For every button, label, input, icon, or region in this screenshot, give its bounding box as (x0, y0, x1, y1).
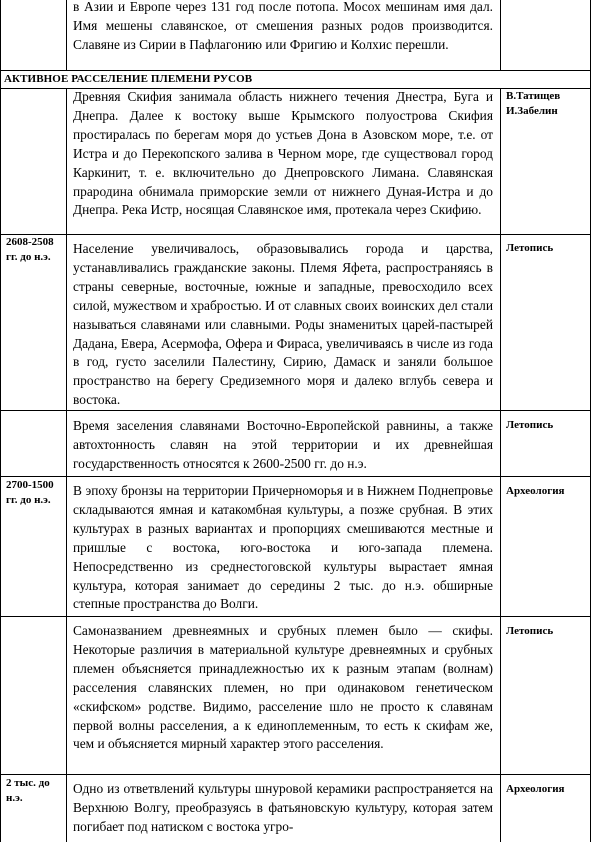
table-row-text: В эпоху бронзы на территории Причерноморья и в Нижнем Поднепровье складываются ямная и катакомбная культуры, а позже срубная. В этих культурах в разных вариантах и пропорциях смешиваются местные и пришлые с востока, юго-востока и юго-запада племена. Непосредственно из среднестоговской культуры вырастает ямная культура, которая занимает до середины 2 тыс. до н.э. обширные степные пространства до Волги. (73, 483, 493, 612)
column-divider-date (66, 88, 67, 842)
table-row-date: 2608-2508 гг. до н.э. (6, 236, 54, 263)
table-row-text: Древняя Скифия занимала область нижнего течения Днестра, Буга и Днепра. Далее к востоку выше Крымского полуострова Скифия простиралась по берегам моря до устьев Дона в Азовском море, т.е. от Истра и до Перекопского залива в Черном море, где существовал город Каркинит, т. е. включительно до Днепровского Лимана. Славянская прародина обнимала приморские земли от нижнего Дуная-Истра и до Днепра. Река Истр, носящая Славянское имя, протекала через Скифию. (73, 89, 493, 218)
column-divider-date (66, 0, 67, 70)
row-divider (0, 234, 591, 235)
row-divider (0, 774, 591, 775)
table-row-text: Население увеличивалось, образовывались города и царства, устанавливались гражданские законы. Племя Яфета, распространяясь в страны северные, восточные, южные и западные, превосходило всех силой, мужеством и храбростью. И от славных своих воинских дел стали называться славянами или славными. Роды знаменитых царей-пастырей Дадана, Евера, Асермофа, Офера и Фираса, увеличиваясь в числе из года в год, густо заселили Палестину, Сирию, Дамаск и заняли большое пространство на берегу Средиземного моря и далеко вглубь севера и востока. (73, 241, 493, 408)
table-row-source: Археология (506, 485, 565, 497)
table-row-text: Самоназванием древнеямных и срубных племен было — скифы. Некоторые различия в материальной культуре древнеямных и срубных племен объясняется принадлежностью их к разным этапам (волнам) расселения славянских племен, но при одинаковом генетическом «скифском» родстве. Видимо, расселение шло не просто к славянам первой волны расселения, а к единоплеменным, то есть к скифам же, чем и объясняется мирный характер этого расселения. (73, 623, 493, 752)
table-row-source: Летопись (506, 419, 554, 431)
table-border-left (0, 0, 1, 842)
row-divider (0, 616, 591, 617)
table-row-date: 2 тыс. до н.э. (6, 777, 50, 804)
table-row-text: в Азии и Европе через 131 год после потопа. Мосох мешинам имя дал. Имя мешены славянское, от смешения разных родов производится. Славяне из Сирии в Пафлагонию или Фригию и Колхис перешли. (73, 0, 493, 52)
table-row-text: Время заселения славянами Восточно-Европейской равнины, а также автохтонность славян на этой территории и их древнейшая государственность относятся к 2600-2500 гг. до н.э. (73, 418, 493, 471)
row-divider (0, 70, 591, 71)
table-row-source: Летопись (506, 242, 554, 254)
column-divider-source (500, 88, 501, 842)
table-row-source: В.Татищев И.Забелин (506, 90, 561, 117)
table-row-source: Археология (506, 783, 565, 795)
table-row-text: Одно из ответвлений культуры шнуровой керамики распространяется на Верхнюю Волгу, преобразуясь в фатьяновскую культуру, которая затем погибает под натиском с востока угро- (73, 781, 493, 834)
section-heading: АКТИВНОЕ РАССЕЛЕНИЕ ПЛЕМЕНИ РУСОВ (4, 73, 253, 85)
row-divider (0, 476, 591, 477)
table-row-source: Летопись (506, 625, 554, 637)
column-divider-source (500, 0, 501, 70)
table-row-date: 2700-1500 гг. до н.э. (6, 479, 54, 506)
